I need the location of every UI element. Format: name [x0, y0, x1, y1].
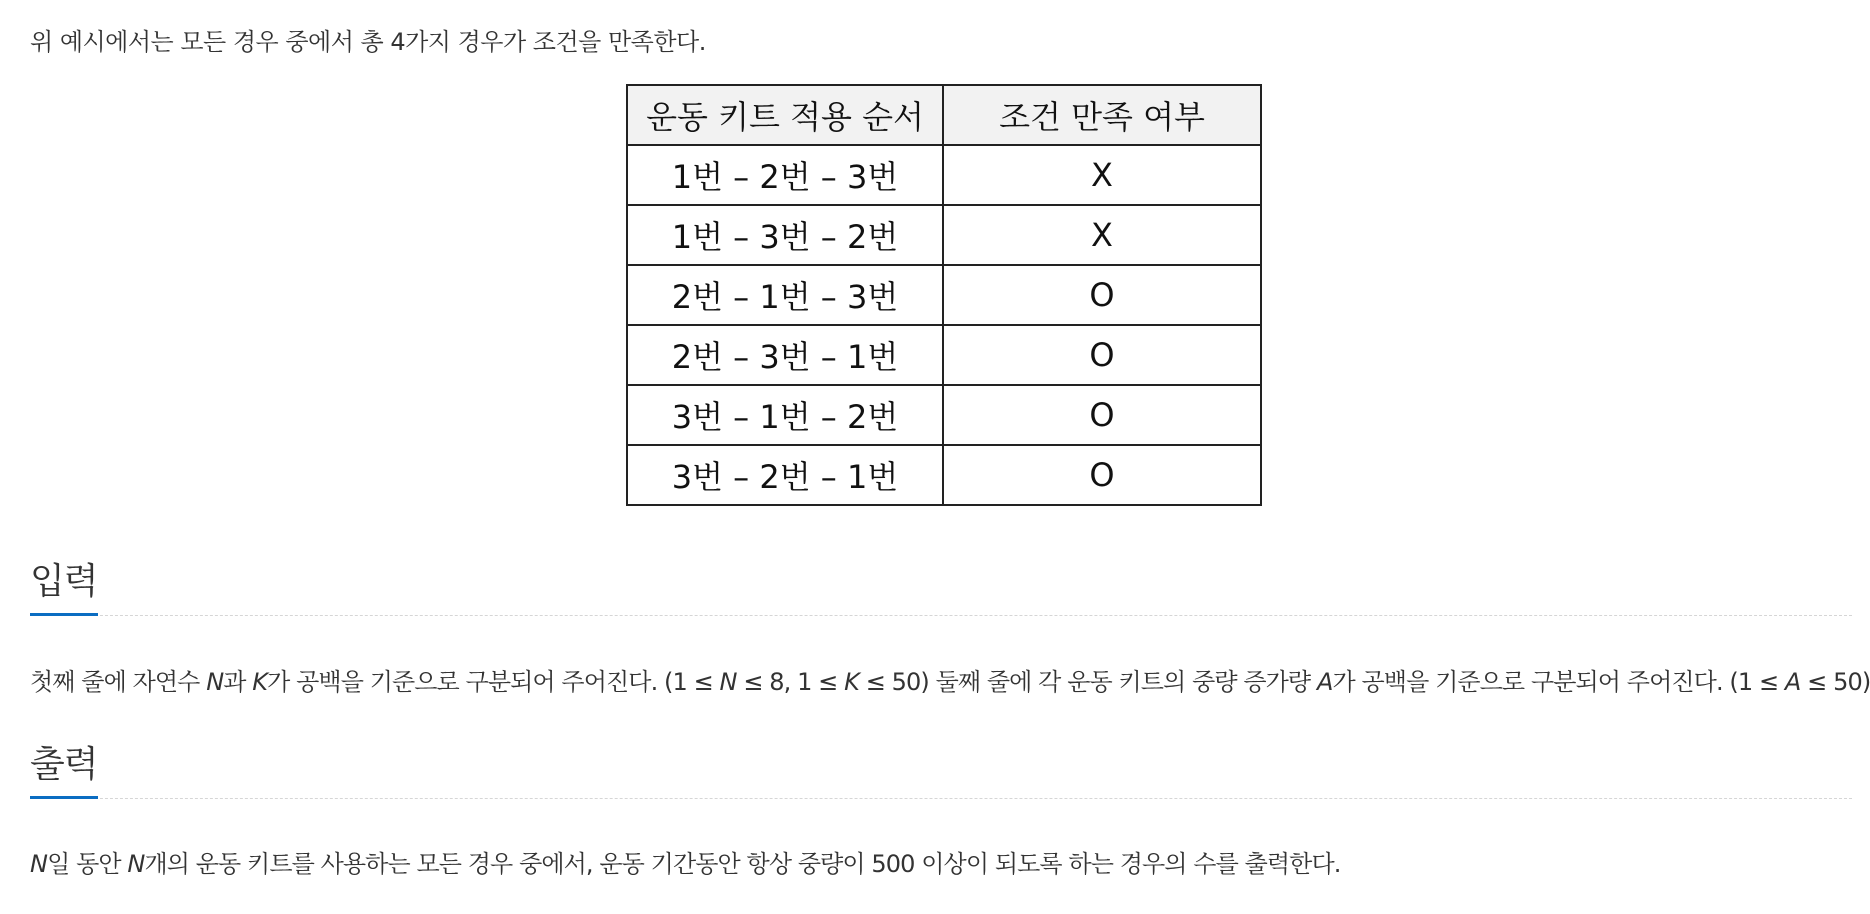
input-section-header	[30, 557, 1852, 616]
input-text: ≤ 8, 1 ≤	[736, 668, 845, 696]
input-text: 과	[223, 668, 253, 696]
variable-n: N	[206, 668, 224, 696]
input-text: 가 공백을 기준으로 구분되어 주어진다. (1 ≤	[267, 668, 720, 696]
table-header-order: 운동 키트 적용 순서	[627, 85, 943, 145]
output-text: 일 동안	[47, 850, 128, 878]
table-row	[627, 145, 1261, 205]
table-header-row	[627, 85, 1261, 145]
output-section-title: 출력	[30, 740, 98, 799]
variable-a: A	[1316, 668, 1333, 696]
input-text: ≤ 50) 둘째 줄에 각 운동 키트의 중량 증가량	[858, 668, 1317, 696]
kit-order-table	[626, 84, 1262, 506]
variable-n: N	[127, 850, 145, 878]
table-cell-result: O	[943, 385, 1261, 445]
variable-k: K	[252, 668, 268, 696]
table-row	[627, 445, 1261, 505]
table-cell-order: 3번 – 1번 – 2번	[627, 385, 943, 445]
table-row	[627, 385, 1261, 445]
output-text: 개의 운동 키트를 사용하는 모든 경우 중에서, 운동 기간동안 항상 중량이 500 이상이 되도록 하는 경우의 수를 출력한다.	[144, 850, 1341, 878]
table-cell-order: 1번 – 3번 – 2번	[627, 205, 943, 265]
input-description	[30, 664, 1870, 700]
input-text: ≤ 50)	[1800, 668, 1870, 696]
table-row	[627, 265, 1261, 325]
table-header-condition: 조건 만족 여부	[943, 85, 1261, 145]
table-cell-result: X	[943, 205, 1261, 265]
table-cell-order: 2번 – 3번 – 1번	[627, 325, 943, 385]
output-section-header	[30, 740, 1852, 799]
table-row	[627, 325, 1261, 385]
input-text: 첫째 줄에 자연수	[30, 668, 207, 696]
input-section-title: 입력	[30, 557, 98, 616]
table-cell-order: 3번 – 2번 – 1번	[627, 445, 943, 505]
table-cell-result: X	[943, 145, 1261, 205]
input-text: 가 공백을 기준으로 구분되어 주어진다. (1 ≤	[1332, 668, 1785, 696]
variable-n: N	[719, 668, 737, 696]
variable-k: K	[844, 668, 859, 696]
example-summary-text: 위 예시에서는 모든 경우 중에서 총 4가지 경우가 조건을 만족한다.	[30, 28, 706, 56]
variable-n: N	[30, 850, 48, 878]
table-cell-order: 2번 – 1번 – 3번	[627, 265, 943, 325]
table-row	[627, 205, 1261, 265]
table-cell-result: O	[943, 265, 1261, 325]
output-description	[30, 846, 1340, 882]
variable-a: A	[1784, 668, 1801, 696]
table-cell-order: 1번 – 2번 – 3번	[627, 145, 943, 205]
table-cell-result: O	[943, 445, 1261, 505]
kit-order-table-figure	[626, 84, 1262, 506]
table-cell-result: O	[943, 325, 1261, 385]
